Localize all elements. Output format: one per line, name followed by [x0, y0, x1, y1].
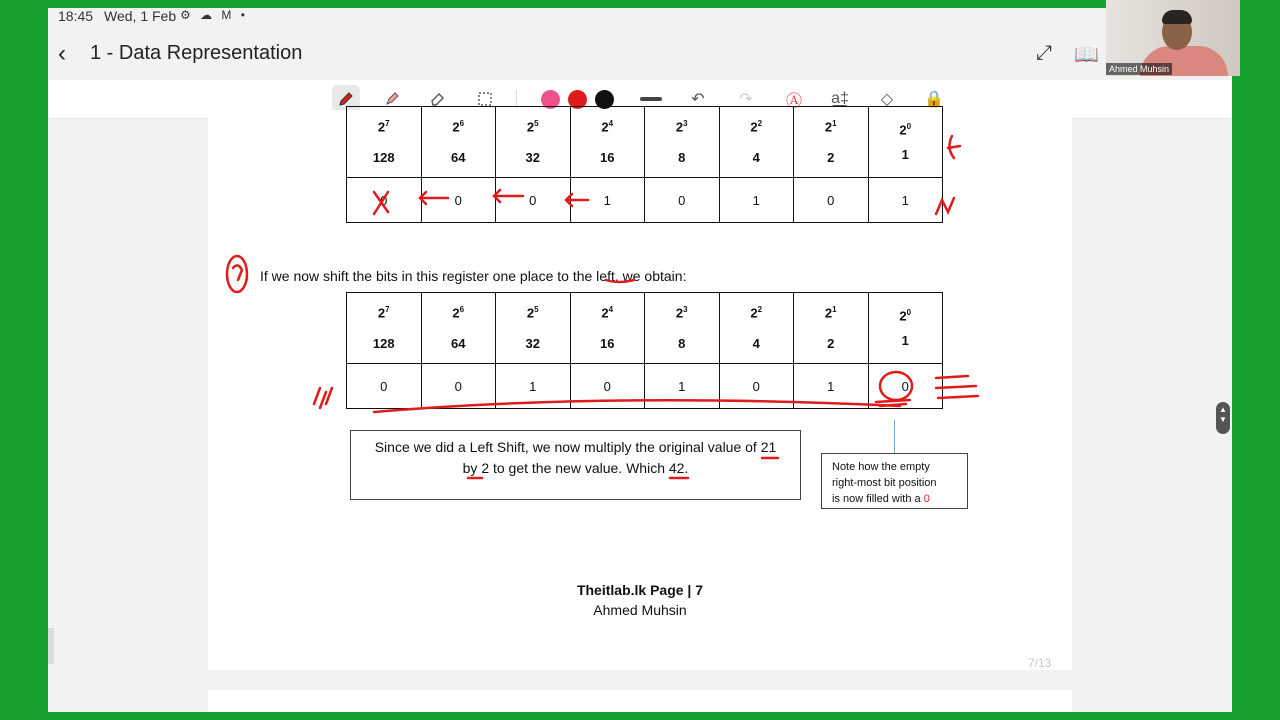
bit-cell: 1	[794, 364, 869, 409]
register-header-cell	[719, 293, 794, 364]
power-label: $2^5$	[526, 118, 539, 135]
text-tool-icon[interactable]: a͟‡	[831, 90, 849, 107]
bit-cell: 1	[570, 178, 645, 223]
bit-cell: 0	[868, 364, 943, 409]
question-text: If we now shift the bits in this register one place to the left, we obtain:	[260, 268, 687, 284]
place-value: 64	[451, 336, 466, 352]
place-value: 64	[451, 150, 466, 166]
status-date: Wed, 1 Feb	[104, 8, 177, 24]
bit-cell: 0	[347, 178, 422, 223]
power-label: $2^5$	[526, 304, 539, 321]
register-table-bottom	[346, 292, 943, 409]
place-value: 1	[901, 333, 909, 349]
bit-cell: 1	[868, 178, 943, 223]
power-label: $2^0$	[899, 307, 912, 324]
bit-cell: 1	[496, 364, 571, 409]
place-value: 2	[827, 150, 835, 166]
document-title: 1 - Data Representation	[90, 42, 303, 64]
place-value: 4	[752, 150, 760, 166]
register-header-cell	[719, 107, 794, 178]
next-page	[208, 690, 1072, 712]
register-header-cell	[421, 293, 496, 364]
place-value: 32	[525, 336, 540, 352]
bit-cell: 0	[421, 178, 496, 223]
register-header-cell	[645, 107, 720, 178]
scroll-handle[interactable]: ▲ ▼	[1216, 402, 1230, 434]
bit-cell: 0	[347, 364, 422, 409]
register-header-cell	[496, 293, 571, 364]
place-value: 16	[600, 150, 615, 166]
expand-icon[interactable]: ⤢	[1036, 42, 1052, 64]
note-box	[821, 453, 968, 509]
title-bar	[48, 30, 1232, 80]
register-header-cell	[868, 293, 943, 364]
text-style-icon[interactable]: Ⓐ	[785, 92, 802, 110]
power-label: $2^3$	[675, 304, 688, 321]
note-zero: 0	[923, 493, 930, 505]
lock-icon[interactable]: 🔒	[924, 91, 944, 108]
bit-cell: 0	[645, 178, 720, 223]
register-table-top	[346, 106, 943, 223]
place-value: 4	[752, 336, 760, 352]
power-label: $2^1$	[824, 304, 837, 321]
bit-cell: 0	[794, 178, 869, 223]
bit-cell: 1	[645, 364, 720, 409]
register-header-cell	[570, 107, 645, 178]
power-label: $2^7$	[377, 304, 390, 321]
reading-mode-icon[interactable]: 📖	[1074, 44, 1099, 66]
place-value: 32	[525, 150, 540, 166]
power-label: $2^7$	[377, 118, 390, 135]
status-time: 18:45	[58, 8, 94, 24]
power-label: $2^6$	[452, 304, 465, 321]
shapes-icon[interactable]: ◇	[880, 91, 894, 108]
bit-cell: 0	[421, 364, 496, 409]
place-value: 1	[901, 147, 909, 163]
note-connector	[894, 420, 895, 453]
redo-icon[interactable]: ↷	[739, 91, 753, 108]
app-window	[48, 8, 1232, 712]
power-label: $2^3$	[675, 118, 688, 135]
register-header-cell	[570, 293, 645, 364]
register-header-cell	[868, 107, 943, 178]
bit-cell: 0	[570, 364, 645, 409]
bit-cell: 1	[719, 178, 794, 223]
power-label: $2^4$	[601, 118, 614, 135]
webcam-overlay	[1106, 0, 1240, 76]
explanation-box	[350, 430, 801, 500]
power-label: $2^1$	[824, 118, 837, 135]
place-value: 16	[600, 336, 615, 352]
note-line-3: is now filled with a	[832, 493, 921, 505]
place-value: 128	[372, 336, 395, 352]
place-value: 128	[372, 150, 395, 166]
footer-author: Ahmed Muhsin	[593, 602, 687, 618]
back-arrow-icon[interactable]: ‹	[58, 40, 66, 67]
bit-cell: 0	[496, 178, 571, 223]
footer-site: Theitlab.lk Page | 7	[576, 582, 704, 598]
register-header-cell	[794, 107, 869, 178]
register-header-cell	[496, 107, 571, 178]
status-icons: ⚙ ☁ M •	[180, 8, 248, 22]
note-line-1: Note how the empty	[832, 461, 930, 473]
power-label: $2^0$	[899, 121, 912, 138]
webcam-name-label: Ahmed Muhsin	[1106, 63, 1172, 75]
place-value: 8	[678, 150, 686, 166]
explanation-line-2: by 2 to get the new value. Which 42.	[462, 460, 689, 476]
power-label: $2^6$	[452, 118, 465, 135]
register-header-cell	[645, 293, 720, 364]
explanation-line-1: Since we did a Left Shift, we now multiply the original value of 21	[374, 439, 777, 455]
place-value: 8	[678, 336, 686, 352]
register-header-cell	[421, 107, 496, 178]
undo-icon[interactable]: ↶	[691, 91, 705, 108]
place-value: 2	[827, 336, 835, 352]
register-header-cell	[347, 107, 422, 178]
bit-cell: 0	[719, 364, 794, 409]
power-label: $2^2$	[750, 118, 763, 135]
register-header-cell	[347, 293, 422, 364]
note-line-2: right-most bit position	[832, 477, 937, 489]
power-label: $2^4$	[601, 304, 614, 321]
register-header-cell	[794, 293, 869, 364]
power-label: $2^2$	[750, 304, 763, 321]
status-bar	[48, 8, 1232, 30]
page-indicator: 7/13	[1028, 656, 1052, 670]
side-panel-tab[interactable]	[48, 628, 54, 664]
